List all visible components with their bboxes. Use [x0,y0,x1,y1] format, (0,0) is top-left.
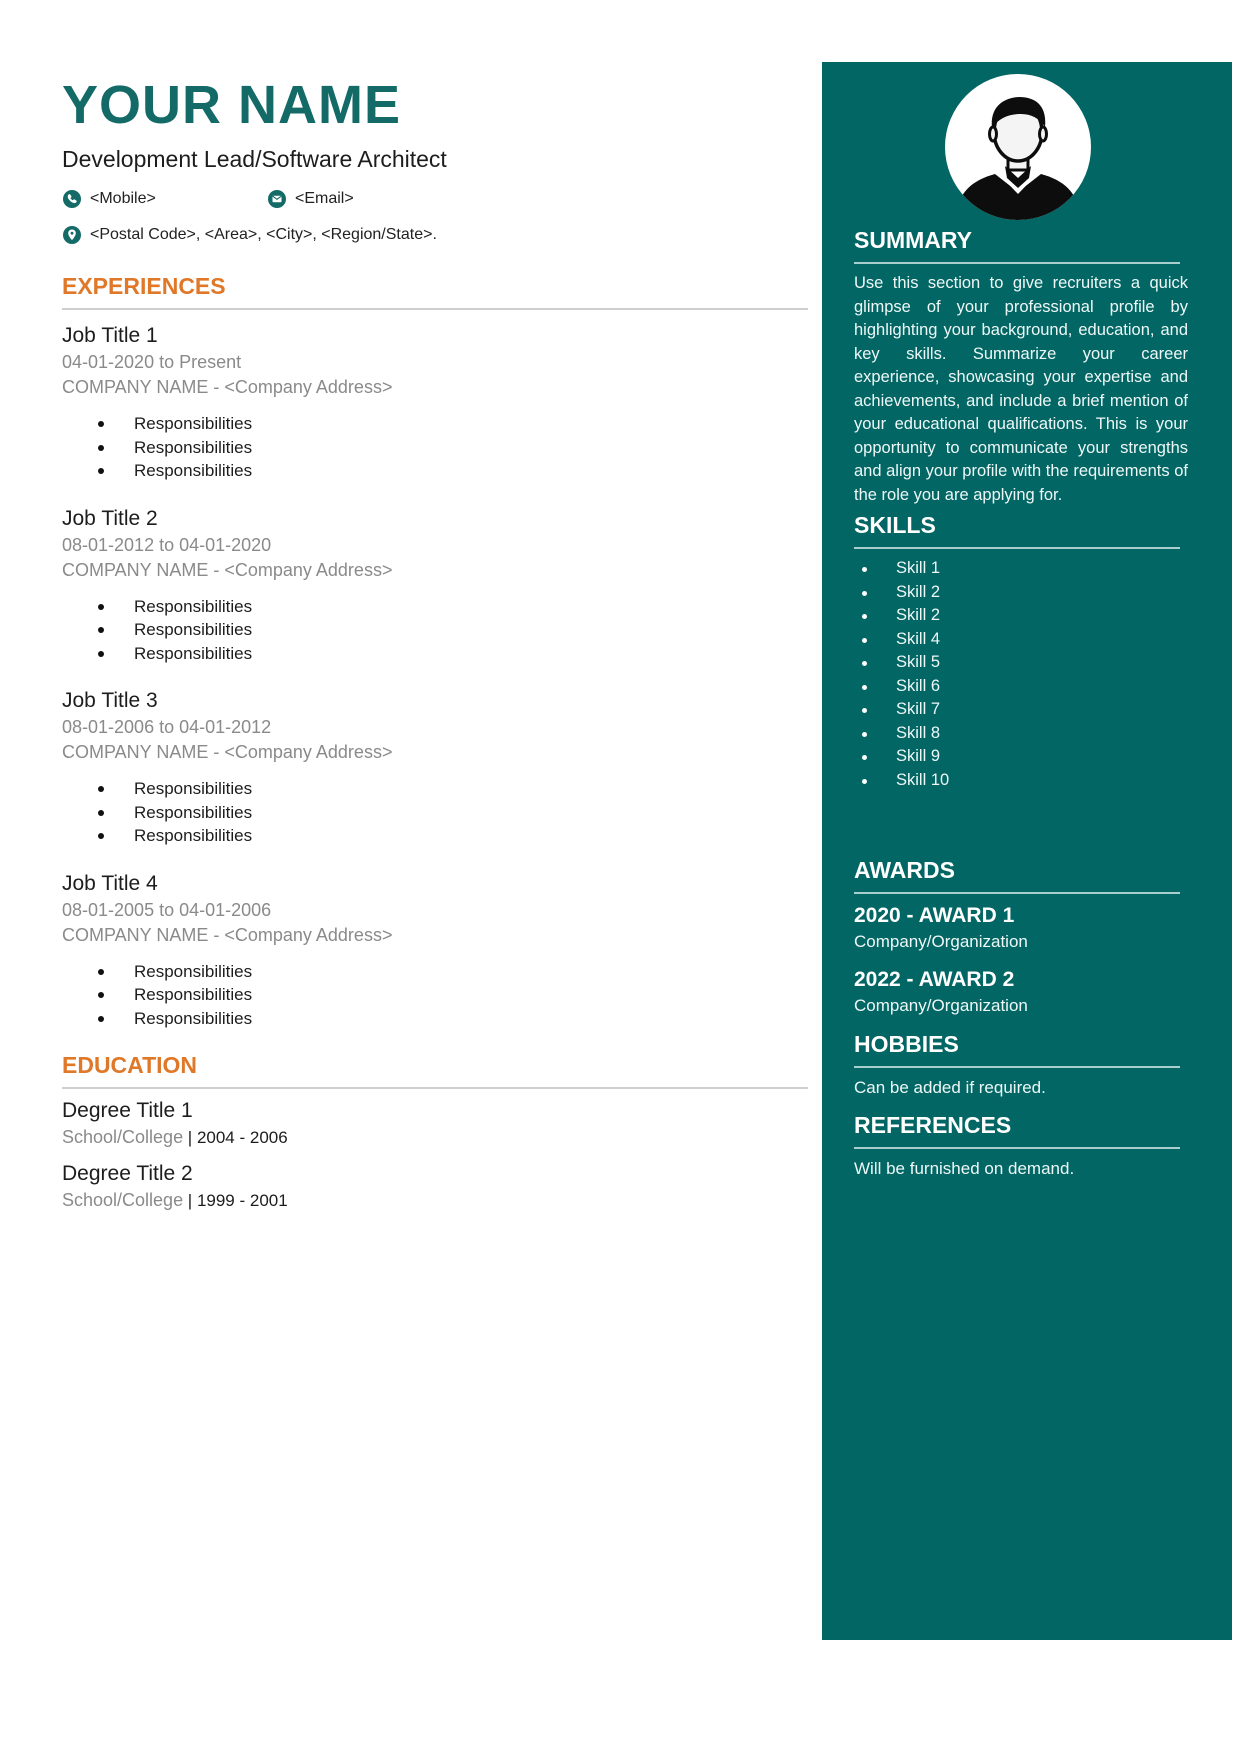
responsibilities-list [62,412,808,483]
skill-item: Skill 2 [896,581,1222,605]
award-entry [854,968,1222,1016]
job-entry [62,689,808,848]
email-text: <Email> [295,190,354,207]
skill-item: Skill 8 [896,722,1222,746]
skill-item: Skill 10 [896,769,1222,793]
address-row [62,225,808,245]
location-pin-icon [62,225,82,245]
responsibility-item: Responsibilities [134,436,808,460]
skill-item: Skill 5 [896,651,1222,675]
contact-row [62,189,808,209]
responsibilities-list [62,777,808,848]
job-entry [62,324,808,483]
job-dates: 08-01-2005 to 04-01-2006 [62,899,272,920]
awards-heading: AWARDS [854,857,1180,894]
sidebar [822,62,1232,1640]
job-entry [62,507,808,666]
skill-item: Skill 1 [896,557,1222,581]
references-heading: REFERENCES [854,1112,1180,1149]
experiences-heading: EXPERIENCES [62,273,808,310]
job-dates: 04-01-2020 to Present [62,352,242,372]
degree-title: Degree Title 2 [62,1162,193,1185]
summary-heading: SUMMARY [854,227,1180,264]
award-title: 2020 - AWARD 1 [854,904,1015,927]
job-role: Development Lead/Software Architect [62,146,447,172]
avatar-icon [945,74,1091,220]
responsibility-item: Responsibilities [134,642,808,666]
responsibility-item: Responsibilities [134,618,808,642]
job-company: COMPANY NAME - <Company Address> [62,377,393,397]
degree-details [62,1127,808,1148]
skills-section [854,512,1222,792]
email-icon [267,189,287,209]
degree-years: | 1999 - 2001 [183,1191,288,1210]
skills-heading: SKILLS [854,512,1180,549]
job-title: Job Title 2 [62,506,158,530]
degree-details [62,1190,808,1211]
education-entry [62,1162,808,1211]
award-org: Company/Organization [854,996,1028,1015]
email-contact [267,189,354,209]
skill-item: Skill 2 [896,604,1222,628]
job-dates: 08-01-2006 to 04-01-2012 [62,717,272,737]
award-org: Company/Organization [854,932,1028,951]
award-title: 2022 - AWARD 2 [854,968,1015,991]
address-text: <Postal Code>, <Area>, <City>, <Region/State>. [90,226,437,243]
job-dates: 08-01-2012 to 04-01-2020 [62,534,272,555]
award-entry [854,904,1222,952]
job-company: COMPANY NAME - <Company Address> [62,924,393,945]
job-company: COMPANY NAME - <Company Address> [62,742,393,762]
references-section [854,1112,1222,1179]
candidate-name: YOUR NAME [62,75,402,135]
responsibility-item: Responsibilities [134,412,808,436]
experience-list [62,324,808,1030]
responsibility-item: Responsibilities [134,801,808,825]
summary-text: Use this section to give recruiters a quick glimpse of your professional profile by highlighting your background, education, and key skills. Summarize your career experience, showcasing your expertise and achievements, and include a brief mention of your educational qualifications. This is your opportunity to communicate your strengths and align your profile with the requirements of the role you are applying for. [854,274,1188,504]
education-entry [62,1099,808,1148]
responsibility-item: Responsibilities [134,595,808,619]
job-title: Job Title 4 [62,871,158,895]
job-title: Job Title 1 [62,324,158,347]
skill-item: Skill 4 [896,628,1222,652]
references-text: Will be furnished on demand. [854,1159,1075,1178]
mobile-text: <Mobile> [90,190,156,207]
degree-title: Degree Title 1 [62,1099,193,1122]
responsibility-item: Responsibilities [134,1007,808,1031]
responsibilities-list [62,960,808,1031]
summary-section [854,227,1222,507]
phone-icon [62,189,82,209]
mobile-contact [62,189,267,209]
degree-school: School/College [62,1127,184,1147]
skill-item: Skill 7 [896,698,1222,722]
hobbies-section [854,1031,1222,1098]
skill-item: Skill 6 [896,675,1222,699]
responsibilities-list [62,595,808,666]
responsibility-item: Responsibilities [134,824,808,848]
responsibility-item: Responsibilities [134,777,808,801]
address-contact [62,225,437,245]
job-title: Job Title 3 [62,689,158,712]
skills-list [854,557,1222,792]
hobbies-text: Can be added if required. [854,1078,1046,1097]
responsibility-item: Responsibilities [134,459,808,483]
job-entry [62,872,808,1031]
responsibility-item: Responsibilities [134,960,808,984]
hobbies-heading: HOBBIES [854,1031,1180,1068]
main-column [62,75,808,1211]
education-heading: EDUCATION [62,1052,808,1089]
responsibility-item: Responsibilities [134,983,808,1007]
degree-years: | 2004 - 2006 [183,1128,288,1147]
degree-school: School/College [62,1190,184,1210]
skill-item: Skill 9 [896,745,1222,769]
job-company: COMPANY NAME - <Company Address> [62,559,393,580]
awards-section [854,857,1222,1016]
